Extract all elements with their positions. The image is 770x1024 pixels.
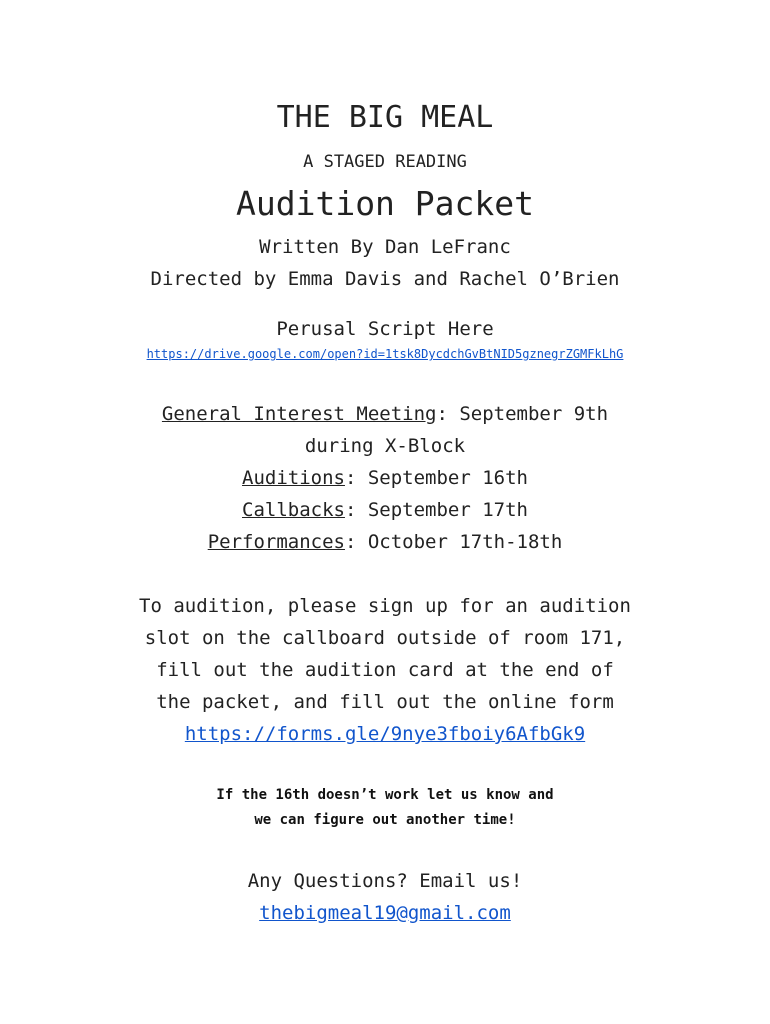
questions-prompt: Any Questions? Email us! xyxy=(247,870,523,892)
written-by-credit: Written By Dan LeFranc xyxy=(259,236,511,258)
instructions-line: slot on the callboard outside of room 171, xyxy=(144,627,626,649)
performances-date: : October 17th-18th xyxy=(344,531,563,553)
reschedule-note: If the 16th doesn’t work let us know and xyxy=(216,787,554,803)
instructions-line: the packet, and fill out the online form xyxy=(156,691,614,713)
schedule-performances xyxy=(0,528,770,556)
reading-subtitle: A STAGED READING xyxy=(303,152,467,172)
callbacks-date: : September 17th xyxy=(344,499,528,521)
meeting-date: : September 9th xyxy=(436,403,609,425)
audition-form-link[interactable]: https://forms.gle/9nye3fboiy6AfbGk9 xyxy=(184,723,586,745)
directed-by-credit: Directed by Emma Davis and Rachel O’Brien xyxy=(150,268,620,290)
reschedule-note: we can figure out another time! xyxy=(254,812,516,828)
play-title: THE BIG MEAL xyxy=(276,100,494,135)
schedule-meeting-continued: during X-Block xyxy=(304,435,466,457)
schedule-auditions xyxy=(0,464,770,492)
audition-form-row xyxy=(0,720,770,748)
perusal-script-label: Perusal Script Here xyxy=(276,318,494,340)
schedule-callbacks xyxy=(0,496,770,524)
auditions-label: Auditions xyxy=(242,467,345,489)
instructions-line: fill out the audition card at the end of xyxy=(156,659,614,681)
contact-email-row xyxy=(0,899,770,927)
auditions-date: : September 16th xyxy=(344,467,528,489)
perusal-script-link[interactable]: https://drive.google.com/open?id=1tsk8DycdchGvBtNID5gznegrZGMFkLhG xyxy=(146,347,624,361)
perusal-script-row xyxy=(0,345,770,363)
packet-heading: Audition Packet xyxy=(235,184,534,223)
callbacks-label: Callbacks xyxy=(242,499,345,521)
schedule-meeting xyxy=(0,400,770,428)
performances-label: Performances xyxy=(207,531,345,553)
contact-email-link[interactable]: thebigmeal19@gmail.com xyxy=(259,902,511,924)
meeting-label: General Interest Meeting xyxy=(161,403,437,425)
instructions-line: To audition, please sign up for an audition xyxy=(139,595,631,617)
